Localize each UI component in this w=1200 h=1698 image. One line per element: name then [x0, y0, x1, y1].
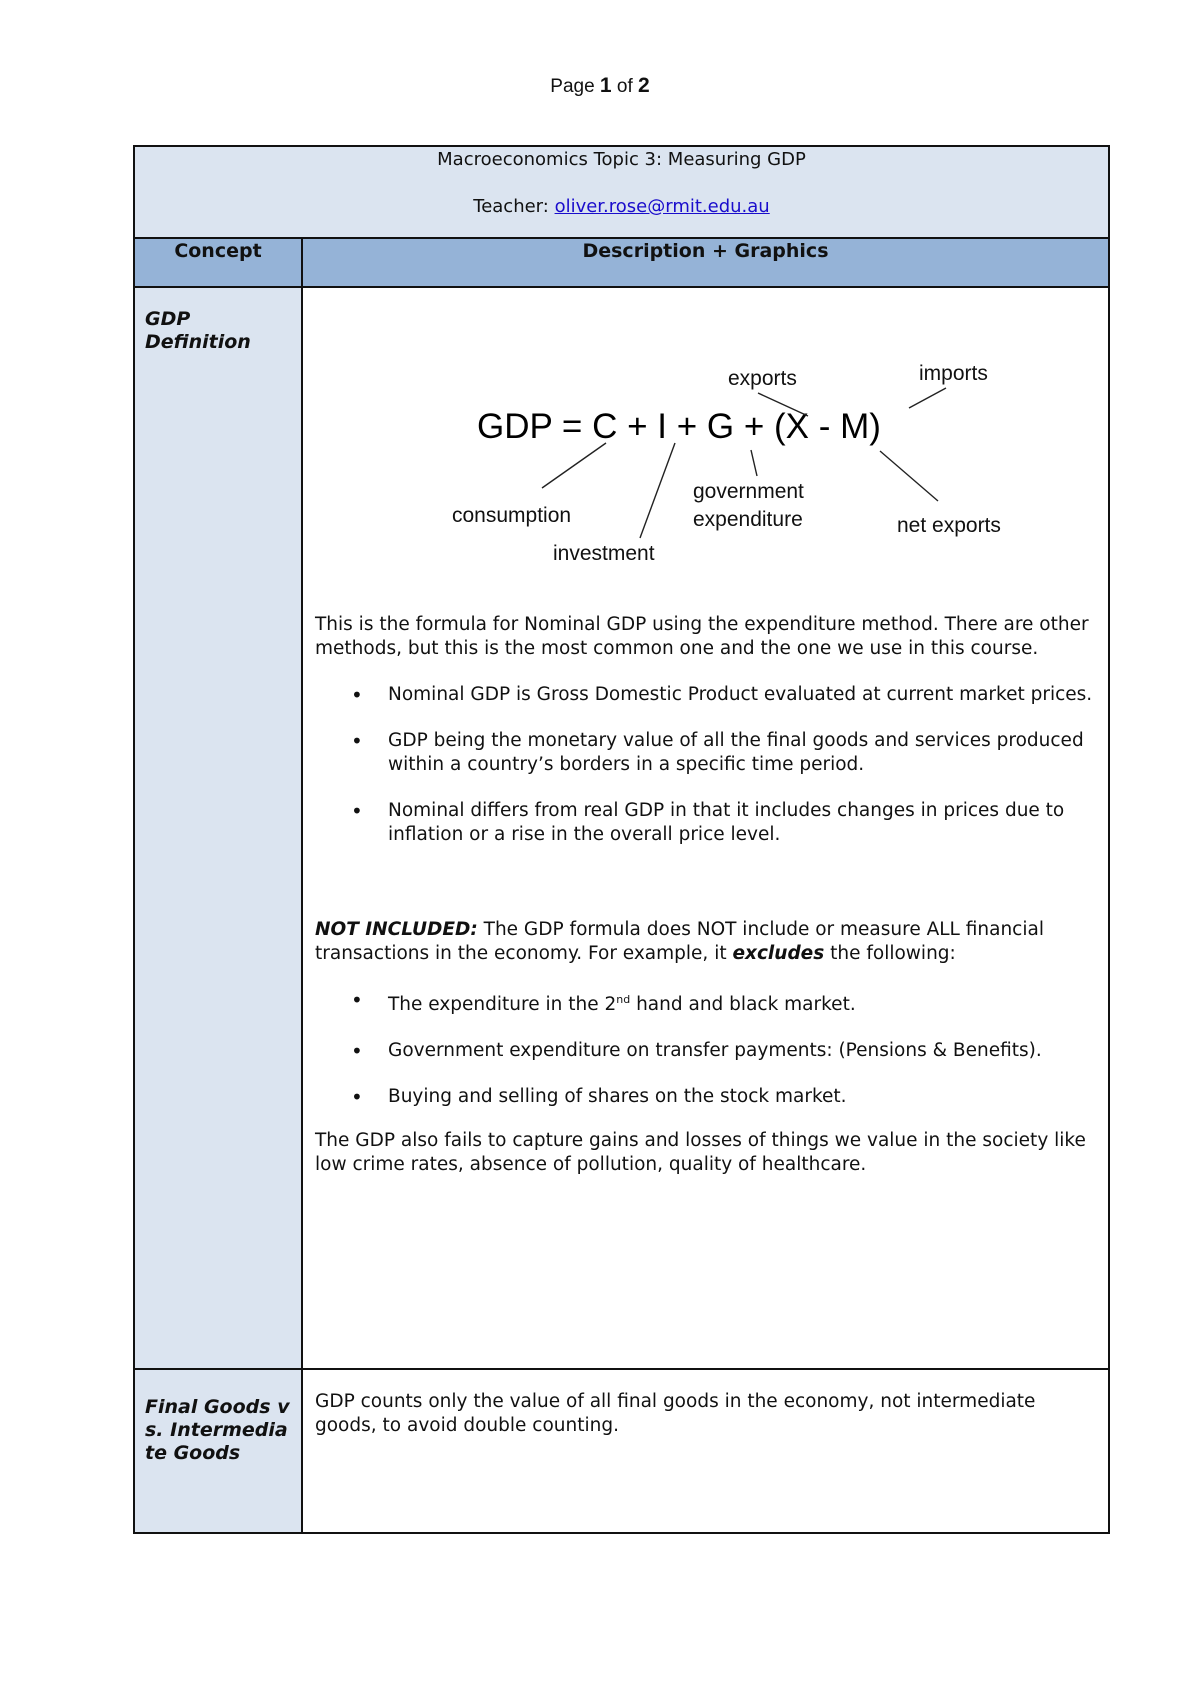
list-item: • The expenditure in the 2nd hand and black market.	[315, 988, 1096, 1017]
teacher-label: Teacher:	[473, 196, 555, 217]
concept-cell	[134, 1369, 302, 1533]
list-item: • Nominal differs from real GDP in that it includes changes in prices due to inflation or a rise in the overall price level.	[315, 799, 1096, 847]
label-government: government	[693, 480, 804, 503]
page-current: 1	[599, 74, 612, 97]
document-header	[134, 146, 1109, 238]
page-indicator	[0, 74, 1200, 98]
final-goods-description: GDP counts only the value of all final goods in the economy, not intermediate goods, to avoid double counting.	[315, 1391, 1036, 1436]
excludes-emphasis: excludes	[732, 943, 825, 964]
gdp-formula-diagram	[315, 288, 1096, 613]
concept-cell	[134, 287, 302, 1369]
label-imports: imports	[919, 362, 988, 385]
list-item: • GDP being the monetary value of all the final goods and services produced within a country’s borders in a specific time period.	[315, 729, 1096, 777]
concept-final-vs-intermediate: Final Goods vs. Intermediate Goods	[145, 1396, 290, 1464]
document-title: Macroeconomics Topic 3: Measuring GDP	[437, 149, 806, 170]
closing-paragraph: The GDP also fails to capture gains and losses of things we value in the society like low crime rates, absence of pollution, quality of healthcare.	[315, 1130, 1086, 1176]
concept-gdp-definition: GDP Definition	[145, 308, 251, 353]
page-prefix: Page	[550, 76, 595, 97]
table-row	[134, 1369, 1109, 1533]
list-item: • Buying and selling of shares on the stock market.	[315, 1085, 1096, 1109]
label-expenditure: expenditure	[693, 508, 803, 531]
teacher-email-link[interactable]: oliver.rose@rmit.edu.au	[554, 196, 770, 217]
formula-equation: GDP = C + I + G + (X - M)	[477, 407, 881, 446]
label-exports: exports	[728, 367, 797, 390]
formula-intro: This is the formula for Nominal GDP using the expenditure method. There are other methods, but this is the most common one and the one we use in this course.	[315, 614, 1089, 659]
list-item: • Nominal GDP is Gross Domestic Product evaluated at current market prices.	[315, 683, 1096, 707]
gdp-definition-list	[315, 683, 1096, 847]
label-net-exports: net exports	[897, 514, 1001, 537]
page-of: of	[616, 76, 633, 97]
list-item: • Government expenditure on transfer payments: (Pensions & Benefits).	[315, 1039, 1096, 1063]
not-included-label: NOT INCLUDED:	[315, 919, 478, 940]
not-included-paragraph: NOT INCLUDED: The GDP formula does NOT include or measure ALL financial transactions in the economy. For example, it excludes the following:	[315, 919, 1044, 964]
description-cell	[302, 1369, 1109, 1533]
page-total: 2	[638, 74, 650, 97]
exclusions-list	[315, 988, 1096, 1109]
concept-table	[133, 145, 1110, 1534]
description-cell	[302, 287, 1109, 1369]
formula-graphic	[315, 288, 1155, 613]
teacher-line	[135, 196, 1108, 217]
label-investment: investment	[553, 542, 655, 565]
column-header-concept: Concept	[134, 238, 302, 287]
label-consumption: consumption	[452, 504, 572, 527]
column-header-description: Description + Graphics	[302, 238, 1109, 287]
table-row	[134, 287, 1109, 1369]
